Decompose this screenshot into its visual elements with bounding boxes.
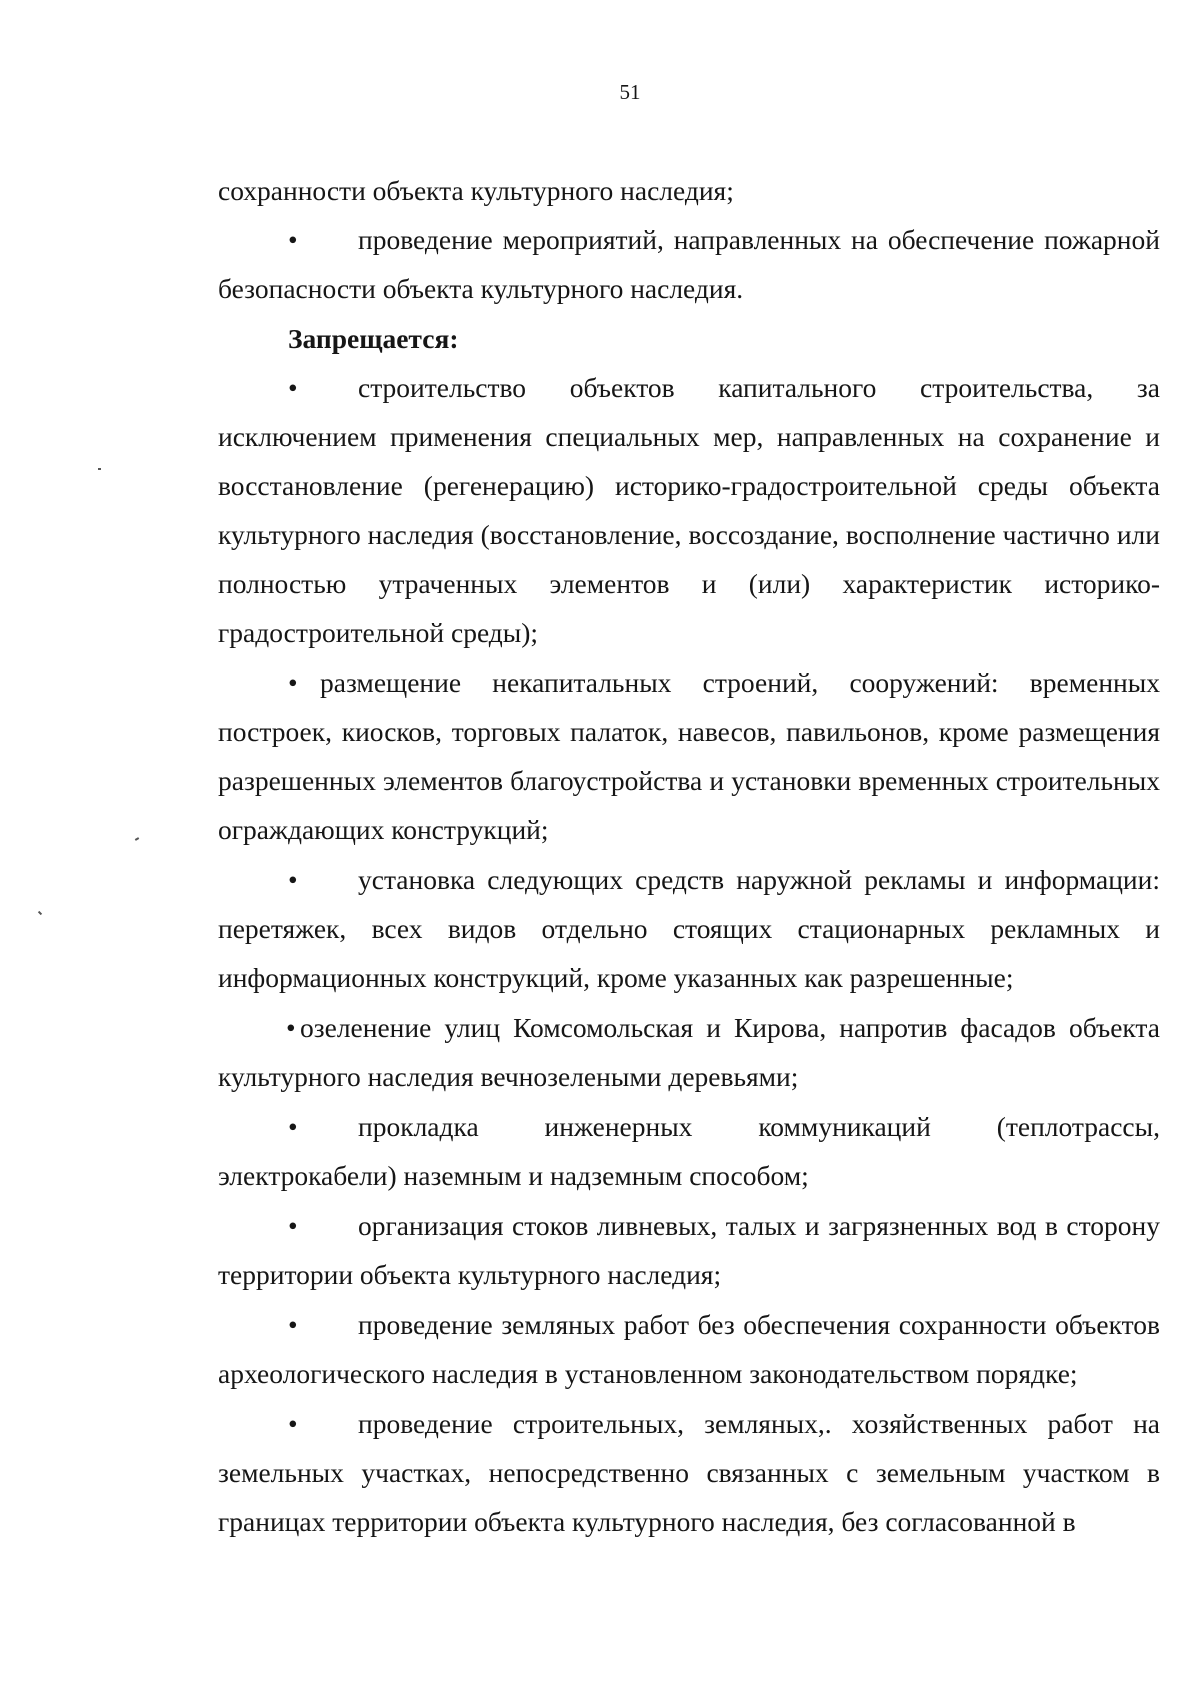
scan-speck [38, 911, 42, 915]
document-body [218, 166, 1160, 1546]
list-item-earthworks [218, 1300, 1160, 1398]
bullet-icon: • [288, 667, 298, 698]
bullet-icon: • [288, 1408, 298, 1439]
list-item-utilities [218, 1102, 1160, 1200]
scan-speck [135, 837, 139, 841]
bullet-icon: • [288, 1309, 298, 1340]
list-item-advertising [218, 855, 1160, 1002]
list-item-construction [218, 363, 1160, 657]
list-item-text: проведение земляных работ без обеспечения сохранности объектов археологического наследия в установленном законодательством порядке; [218, 1309, 1160, 1389]
page-number: 51 [619, 80, 641, 104]
list-item-text: размещение некапитальных строений, сооружений: временных построек, киосков, торговых палаток, навесов, павильонов, кроме размещения разрешенных элементов благоустройства и установки временных строительных ограждающих конструкций; [218, 667, 1160, 845]
bullet-icon: • [288, 372, 298, 403]
scan-speck [98, 468, 101, 470]
bullet-icon: • [286, 1012, 296, 1043]
list-item-economic-works [218, 1399, 1160, 1546]
bullet-icon: • [288, 864, 298, 895]
list-item-temporary-structures [218, 658, 1160, 854]
bullet-icon: • [288, 224, 298, 255]
list-item-text: организация стоков ливневых, талых и загрязненных вод в сторону территории объекта культурного наследия; [218, 1210, 1160, 1290]
list-item-text: строительство объектов капитального строительства, за исключением применения специальных мер, направленных на сохранение и восстановление (регенерацию) историко-градостроительной среды объекта культурного наследия (восстановление, воссоздание, восполнение частично или полностью утраченных элементов и (или) характеристик историко-градостроительной среды); [218, 372, 1160, 648]
bullet-icon: • [288, 1210, 298, 1241]
list-item-greenery [218, 1003, 1160, 1101]
section-heading: Запрещается: [288, 323, 459, 354]
list-item-text: прокладка инженерных коммуникаций (теплотрассы, электрокабели) наземным и надземным способом; [218, 1111, 1160, 1191]
list-item-text: установка следующих средств наружной рекламы и информации: перетяжек, всех видов отдельно стоящих стационарных рекламных и информационных конструкций, кроме указанных как разрешенные; [218, 864, 1160, 993]
list-item-text: озеленение улиц Комсомольская и Кирова, напротив фасадов объекта культурного наследия вечнозелеными деревьями; [218, 1012, 1160, 1092]
list-item-text: проведение строительных, земляных,. хозяйственных работ на земельных участках, непосредственно связанных с земельным участком в границах территории объекта культурного наследия, без согласованной в [218, 1408, 1160, 1537]
list-item-drainage [218, 1201, 1160, 1299]
bullet-icon: • [288, 1111, 298, 1142]
paragraph-continuation: сохранности объекта культурного наследия; [218, 175, 734, 206]
list-item-text: проведение мероприятий, направленных на обеспечение пожарной безопасности объекта культурного наследия. [218, 224, 1160, 304]
list-item-fire-safety [218, 215, 1160, 313]
